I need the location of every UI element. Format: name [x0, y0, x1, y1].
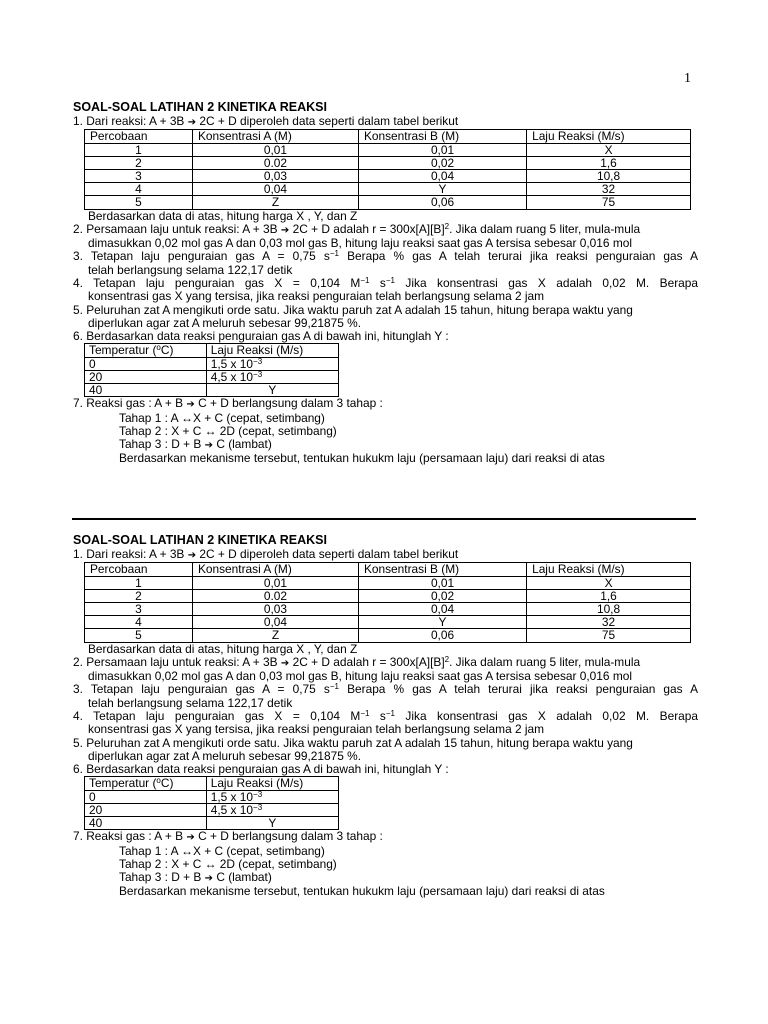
table-row [85, 589, 691, 602]
table-cell: Y [206, 384, 338, 397]
table-cell: 0,04 [192, 616, 358, 629]
question-5: 5. Peluruhan zat A mengikuti orde satu. Jika waktu paruh zat A adalah 15 tahun, hitung berapa waktu yang [73, 302, 633, 317]
table-cell: 0,01 [192, 576, 358, 589]
worksheet-section-2 [73, 533, 698, 899]
table-cell: X [527, 576, 691, 589]
table-cell: 0,04 [358, 602, 526, 615]
table-cell: X [527, 143, 691, 156]
question-2: 2. Persamaan laju untuk reaksi: A + 3B ➔ 2C + D adalah $r = 300x[A][B]^2$. Jika dalam ruang 5 liter, mula-mula [73, 221, 641, 236]
data-table-1 [84, 562, 691, 642]
right-arrow-icon: ➔ [186, 399, 195, 411]
worksheet-section-1 [73, 100, 698, 466]
data-table-1 [84, 129, 691, 209]
table-row [85, 384, 339, 397]
table-header-row [85, 130, 691, 143]
table-cell: 3 [85, 169, 193, 182]
right-arrow-icon: ➔ [204, 440, 213, 452]
question-6: 6. Berdasarkan data reaksi penguraian gas A di bawah ini, hitunglah Y : [73, 329, 449, 344]
table-cell: 4,5 x $10^{-3}$ [206, 803, 338, 816]
table-cell: 0.02 [192, 589, 358, 602]
table-row [85, 602, 691, 615]
table-header-row [85, 563, 691, 576]
table-cell: 4 [85, 616, 193, 629]
table-cell: Y [206, 817, 338, 830]
table-cell: 0,03 [192, 169, 358, 182]
question-3: 3. Tetapan laju penguraian gas A = 0,75 $s^{-1}$ Berapa % gas A telah terurai jika reaksi penguraian gas A [73, 682, 698, 697]
table-cell: 40 [85, 384, 207, 397]
question-4-cont: konsentrasi gas X yang tersisa, jika reaksi penguraian telah berlangsung selama 2 jam [88, 289, 545, 304]
table-row [85, 629, 691, 642]
table-cell: 0,04 [192, 183, 358, 196]
question-6: 6. Berdasarkan data reaksi penguraian gas A di bawah ini, hitunglah Y : [73, 762, 449, 777]
table-row [85, 803, 339, 816]
table-header-cell: Percobaan [85, 563, 193, 576]
table-header-cell: Temperatur ($^o$C) [85, 777, 207, 790]
table-cell: 1 [85, 576, 193, 589]
question-7-note: Berdasarkan mekanisme tersebut, tentukan hukukm laju (persamaan laju) dari reaksi di atas [119, 884, 605, 899]
right-arrow-icon: ➔ [186, 832, 195, 844]
table-cell: 0,02 [358, 589, 526, 602]
table-cell: 0 [85, 790, 207, 803]
question-4: 4. Tetapan laju penguraian gas X = 0,104 $M^{-1}$ $s^{-1}$ Jika konsentrasi gas X adalah 0,02 M. Berapa [73, 276, 698, 290]
section-divider [72, 518, 696, 520]
right-arrow-icon: ➔ [187, 117, 197, 128]
question-2: 2. Persamaan laju untuk reaksi: A + 3B ➔ 2C + D adalah $r = 300x[A][B]^2$. Jika dalam ruang 5 liter, mula-mula [73, 654, 641, 669]
question-7-note: Berdasarkan mekanisme tersebut, tentukan hukukm laju (persamaan laju) dari reaksi di atas [119, 451, 605, 466]
mechanism-step-2: Tahap 2 : X + C ↔ 2D (cepat, setimbang) [119, 856, 337, 871]
table-header-cell: Laju Reaksi (M/s) [206, 777, 338, 790]
table-cell: 10,8 [527, 169, 691, 182]
table-row [85, 357, 339, 370]
mechanism-step-3: Tahap 3 : D + B ➔ C (lambat) [119, 437, 272, 452]
table-header-cell: Konsentrasi A (M) [192, 563, 358, 576]
table-cell: 0,01 [358, 143, 526, 156]
question-1-note: Berdasarkan data di atas, hitung harga X , Y, dan Z [88, 641, 358, 656]
table-header-cell: Temperatur ($^o$C) [85, 344, 207, 357]
question-1-note: Berdasarkan data di atas, hitung harga X , Y, dan Z [88, 208, 358, 223]
question-5: 5. Peluruhan zat A mengikuti orde satu. Jika waktu paruh zat A adalah 15 tahun, hitung berapa waktu yang [73, 735, 633, 750]
table-cell: 4 [85, 183, 193, 196]
table-cell: 32 [527, 183, 691, 196]
table-cell: 2 [85, 156, 193, 169]
data-table-2 [84, 343, 339, 397]
question-3-cont: telah berlangsung selama 122,17 detik [88, 262, 293, 277]
question-5-cont: diperlukan agar zat A meluruh sebesar 99,21875 %. [88, 315, 362, 330]
table-header-row [85, 344, 339, 357]
table-row [85, 616, 691, 629]
table-row [85, 156, 691, 169]
table-cell: 75 [527, 196, 691, 209]
mechanism-step-1: Tahap 1 : A ↔X + C (cepat, setimbang) [119, 843, 325, 858]
right-arrow-icon: ➔ [280, 224, 290, 236]
table-cell: 0,04 [358, 169, 526, 182]
table-cell: 32 [527, 616, 691, 629]
table-cell: 5 [85, 629, 193, 642]
table-cell: Y [358, 183, 526, 196]
question-5-cont: diperlukan agar zat A meluruh sebesar 99,21875 %. [88, 748, 362, 763]
table-cell: 40 [85, 817, 207, 830]
right-arrow-icon: ➔ [280, 657, 290, 669]
table-row [85, 196, 691, 209]
section-title: SOAL-SOAL LATIHAN 2 KINETIKA REAKSI [73, 100, 327, 114]
table-cell: 1 [85, 143, 193, 156]
table-header-cell: Laju Reaksi (M/s) [206, 344, 338, 357]
table-cell: 0,02 [358, 156, 526, 169]
table-cell: 1,5 x $10^{-3}$ [206, 790, 338, 803]
table-cell: 75 [527, 629, 691, 642]
table-row [85, 790, 339, 803]
data-table-2 [84, 776, 339, 830]
right-arrow-icon: ➔ [187, 550, 197, 561]
question-4-cont: konsentrasi gas X yang tersisa, jika reaksi penguraian telah berlangsung selama 2 jam [88, 722, 545, 737]
table-header-cell: Konsentrasi B (M) [358, 563, 526, 576]
table-header-cell: Percobaan [85, 130, 193, 143]
table-cell: 1,6 [527, 589, 691, 602]
question-3-cont: telah berlangsung selama 122,17 detik [88, 695, 293, 710]
mechanism-step-3: Tahap 3 : D + B ➔ C (lambat) [119, 870, 272, 885]
table-cell: 0,06 [358, 196, 526, 209]
section-title: SOAL-SOAL LATIHAN 2 KINETIKA REAKSI [73, 533, 327, 547]
question-1: 1. Dari reaksi: A + 3B ➔ 2C + D diperoleh data seperti dalam tabel berikut [73, 547, 459, 561]
question-4: 4. Tetapan laju penguraian gas X = 0,104 $M^{-1}$ $s^{-1}$ Jika konsentrasi gas X adalah 0,02 M. Berapa [73, 709, 698, 723]
table-row [85, 576, 691, 589]
table-cell: 0,03 [192, 602, 358, 615]
table-cell: 4,5 x $10^{-3}$ [206, 370, 338, 383]
table-cell: 0.02 [192, 156, 358, 169]
question-2-cont: dimasukkan 0,02 mol gas A dan 0,03 mol gas B, hitung laju reaksi saat gas A tersisa sebesar 0,016 mol [88, 669, 632, 684]
table-cell: 10,8 [527, 602, 691, 615]
right-arrow-icon: ➔ [204, 873, 213, 885]
table-header-cell: Laju Reaksi (M/s) [527, 130, 691, 143]
question-3: 3. Tetapan laju penguraian gas A = 0,75 $s^{-1}$ Berapa % gas A telah terurai jika reaksi penguraian gas A [73, 249, 698, 264]
question-2-cont: dimasukkan 0,02 mol gas A dan 0,03 mol gas B, hitung laju reaksi saat gas A tersisa sebesar 0,016 mol [88, 236, 632, 251]
table-row [85, 817, 339, 830]
table-header-cell: Konsentrasi A (M) [192, 130, 358, 143]
table-cell: 20 [85, 370, 207, 383]
mechanism-step-2: Tahap 2 : X + C ↔ 2D (cepat, setimbang) [119, 423, 337, 438]
table-cell: 0,06 [358, 629, 526, 642]
table-cell: 1,6 [527, 156, 691, 169]
table-row [85, 370, 339, 383]
table-row [85, 183, 691, 196]
table-cell: 0,01 [192, 143, 358, 156]
table-cell: Z [192, 629, 358, 642]
mechanism-step-1: Tahap 1 : A ↔X + C (cepat, setimbang) [119, 410, 325, 425]
page-number: 1 [684, 71, 691, 86]
table-header-row [85, 777, 339, 790]
table-cell: 0,01 [358, 576, 526, 589]
question-7: 7. Reaksi gas : A + B ➔ C + D berlangsung dalam 3 tahap : [73, 829, 383, 844]
question-7: 7. Reaksi gas : A + B ➔ C + D berlangsung dalam 3 tahap : [73, 396, 383, 411]
table-header-cell: Konsentrasi B (M) [358, 130, 526, 143]
table-cell: 5 [85, 196, 193, 209]
table-cell: Z [192, 196, 358, 209]
table-row [85, 143, 691, 156]
table-cell: 2 [85, 589, 193, 602]
table-cell: 1,5 x $10^{-3}$ [206, 357, 338, 370]
table-cell: 20 [85, 803, 207, 816]
table-header-cell: Laju Reaksi (M/s) [527, 563, 691, 576]
table-cell: 0 [85, 357, 207, 370]
table-cell: Y [358, 616, 526, 629]
table-row [85, 169, 691, 182]
table-cell: 3 [85, 602, 193, 615]
question-1: 1. Dari reaksi: A + 3B ➔ 2C + D diperoleh data seperti dalam tabel berikut [73, 114, 459, 128]
